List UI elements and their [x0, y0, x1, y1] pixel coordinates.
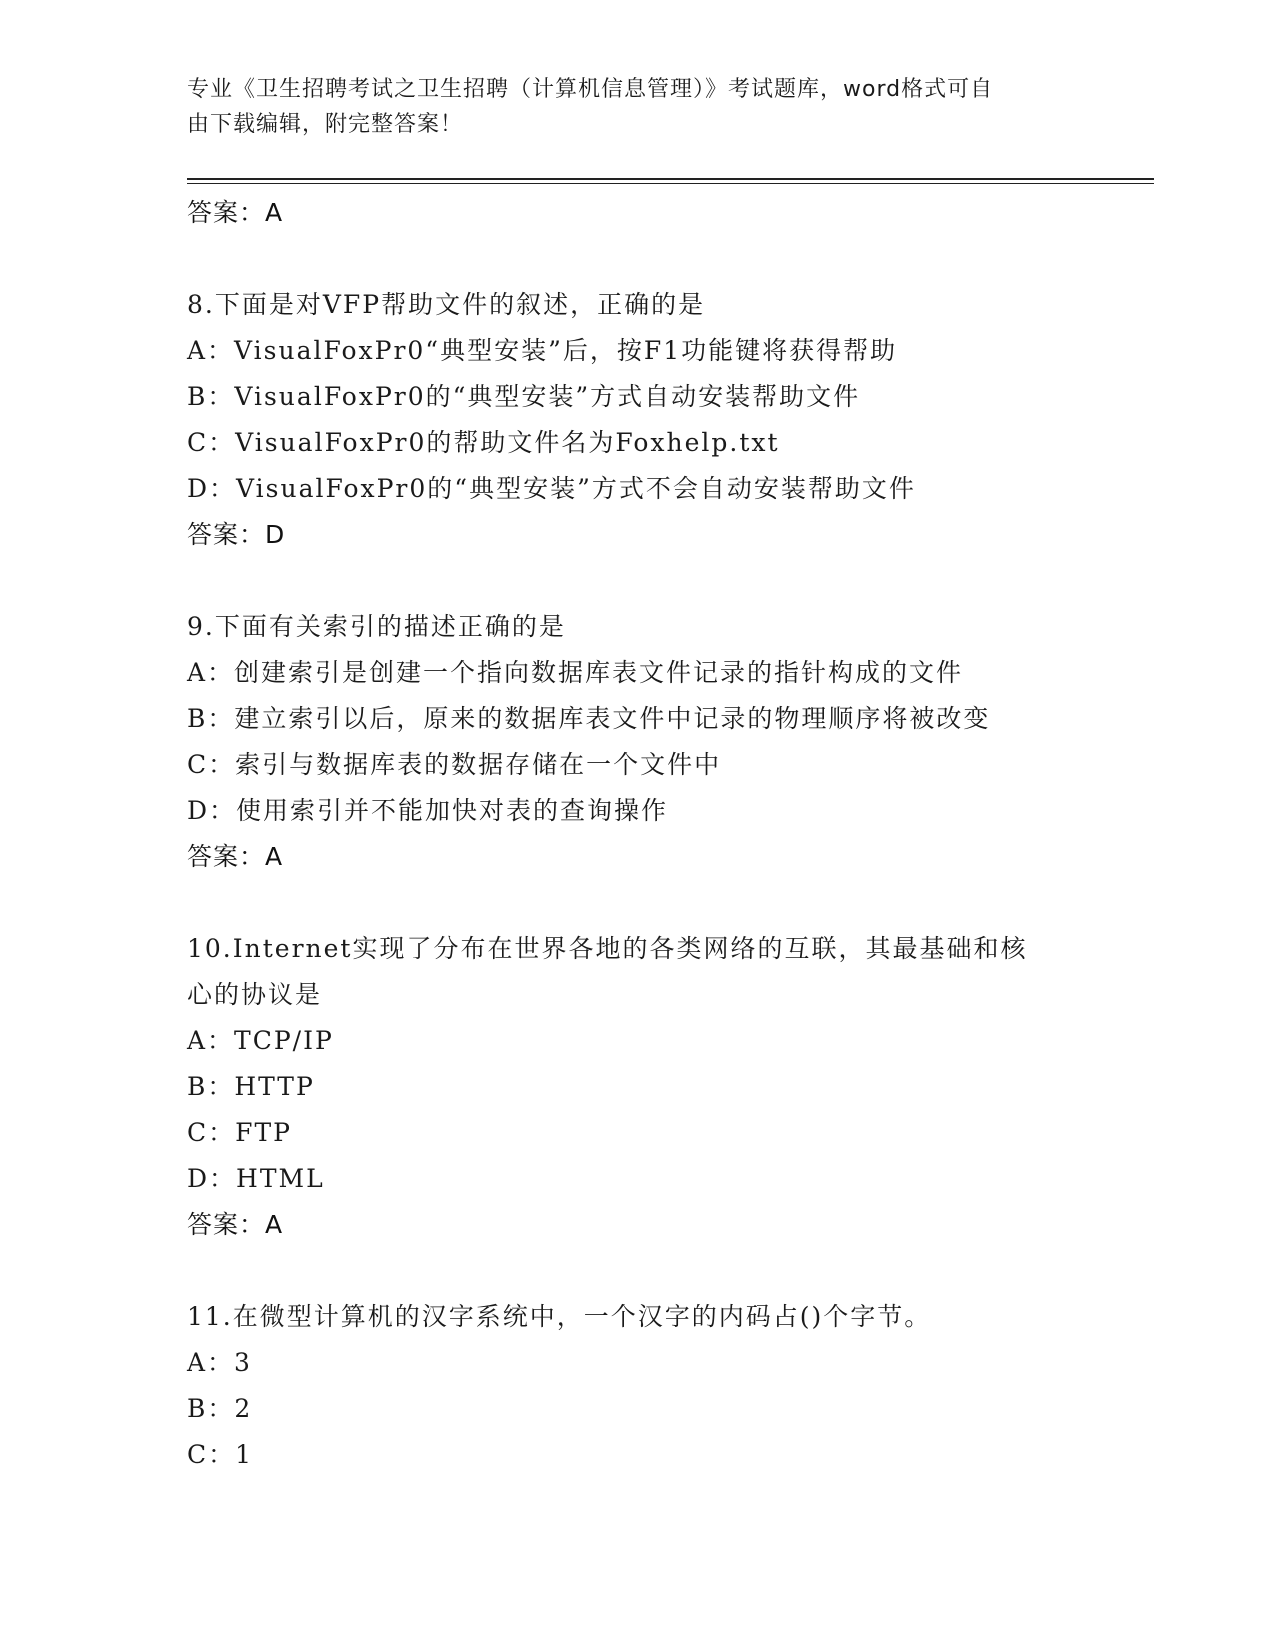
option-a: A：3: [187, 1348, 252, 1377]
answer-line: 答案：D: [187, 520, 286, 549]
option-b: B：VisualFoxPr0的“典型安装”方式自动安装帮助文件: [187, 382, 861, 411]
answer-line: 答案：A: [187, 842, 284, 871]
question-10: [187, 926, 1087, 1248]
option-c: C：1: [187, 1440, 254, 1469]
option-b: B：建立索引以后，原来的数据库表文件中记录的物理顺序将被改变: [187, 704, 991, 733]
spacer: [187, 558, 1087, 604]
option-b: B：HTTP: [187, 1072, 315, 1101]
answer-line: 答案：A: [187, 1210, 284, 1239]
option-a: A：TCP/IP: [187, 1026, 334, 1055]
question-stem: 8.下面是对VFP帮助文件的叙述，正确的是: [187, 290, 706, 319]
spacer: [187, 236, 1087, 282]
option-d: D：VisualFoxPr0的“典型安装”方式不会自动安装帮助文件: [187, 474, 916, 503]
option-c: C：索引与数据库表的数据存储在一个文件中: [187, 750, 722, 779]
option-b: B：2: [187, 1394, 253, 1423]
spacer: [187, 1248, 1087, 1294]
header-divider: [187, 178, 1154, 180]
document-header: [187, 72, 1067, 142]
header-line-2: 由下载编辑，附完整答案！: [187, 112, 464, 137]
option-a: A：创建索引是创建一个指向数据库表文件记录的指针构成的文件: [187, 658, 964, 687]
option-c: C：VisualFoxPr0的帮助文件名为Foxhelp.txt: [187, 428, 780, 457]
question-stem: 9.下面有关索引的描述正确的是: [187, 612, 566, 641]
question-stem-line-1: 10.Internet实现了分布在世界各地的各类网络的互联，其最基础和核: [187, 934, 1028, 963]
question-9: [187, 604, 1087, 880]
header-divider-thin: [187, 183, 1154, 184]
question-8: [187, 282, 1087, 558]
option-a: A：VisualFoxPr0“典型安装”后，按F1功能键将获得帮助: [187, 336, 898, 365]
spacer: [187, 880, 1087, 926]
option-d: D：使用索引并不能加快对表的查询操作: [187, 796, 669, 825]
question-11: [187, 1294, 1087, 1478]
document-body: [187, 190, 1087, 1478]
previous-answer: 答案：A: [187, 198, 284, 227]
question-stem-line-2: 心的协议是: [187, 980, 323, 1009]
option-d: D：HTML: [187, 1164, 325, 1193]
option-c: C：FTP: [187, 1118, 292, 1147]
question-stem: 11.在微型计算机的汉字系统中，一个汉字的内码占()个字节。: [187, 1302, 932, 1331]
header-line-1: 专业《卫生招聘考试之卫生招聘（计算机信息管理）》考试题库，word格式可自: [187, 77, 994, 102]
